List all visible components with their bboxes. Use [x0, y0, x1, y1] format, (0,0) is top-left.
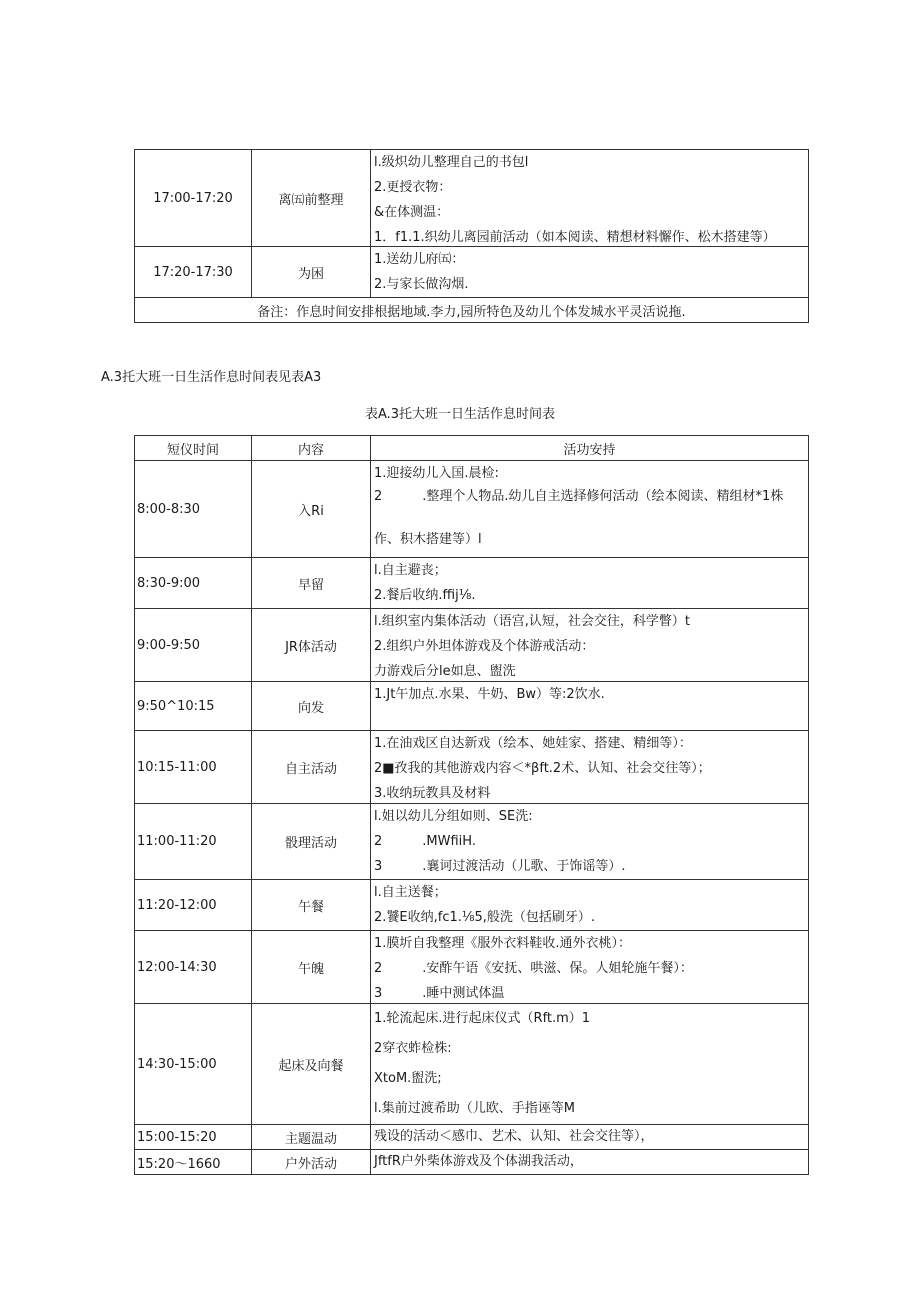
activity-line: 2■孜我的其他游戏内容＜*βft.2术、认知、社会交往等）；	[374, 761, 711, 776]
activity-cell	[371, 1125, 809, 1150]
table-row	[135, 1150, 809, 1175]
time-cell: 8:30-9:00	[135, 558, 252, 609]
content-cell: 午餐	[252, 880, 371, 931]
content-cell: 向发	[252, 682, 371, 731]
table-row	[135, 609, 809, 682]
activity-line: 2.更授衣物：	[374, 180, 452, 195]
table-row	[135, 1004, 809, 1125]
content-cell: 骰理活动	[252, 804, 371, 880]
table-row	[135, 150, 809, 247]
activity-line: l.姐以幼儿分组如则、SE洗:	[374, 809, 533, 824]
table-header-row	[135, 436, 809, 461]
activity-cell	[371, 731, 809, 804]
activity-line: l.自主送餐；	[374, 885, 447, 900]
activity-line: l.级炽幼儿整理自己的书包l	[374, 155, 529, 170]
activity-cell	[371, 609, 809, 682]
activity-line: 3.收纳玩教具及材料	[374, 786, 491, 801]
activity-cell	[371, 804, 809, 880]
table-row	[135, 931, 809, 1004]
activity-line: 2 .安酢午语《安抚、哄滋、保。人姐轮施午餐）：	[374, 961, 693, 976]
header-time: 短仪时间	[135, 436, 252, 461]
activity-line: 2.饕E收纳,fc1.⅛5,般洗（包括刷牙）.	[374, 910, 596, 925]
activity-line: 1．f1.1.织幼儿离园前活动（如本阅读、精想材料懈作、松木搭建等）	[374, 230, 776, 245]
activity-cell	[371, 931, 809, 1004]
activity-line: &在体测温：	[374, 205, 450, 220]
schedule-table-a3	[134, 435, 809, 1175]
activity-cell	[371, 682, 809, 731]
table-row	[135, 461, 809, 558]
content-cell: 自主活动	[252, 731, 371, 804]
time-cell: 11:20-12:00	[135, 880, 252, 931]
activity-cell	[371, 150, 809, 247]
activity-line: 作、积木搭建等）l	[374, 532, 482, 547]
activity-line: 3 .睡中测试体温	[374, 986, 505, 1001]
activity-line: XtoM.盥洗;	[374, 1071, 442, 1086]
activity-line: 1.膜圻自我整理《服外衣料鞋收.通外衣桃）：	[374, 936, 632, 951]
header-content: 内容	[252, 436, 371, 461]
activity-cell	[371, 880, 809, 931]
activity-line: 1.在油戏区自达新戏（绘本、她娃家、搭建、精细等）：	[374, 736, 692, 751]
time-cell: 14:30-15:00	[135, 1004, 252, 1125]
activity-line: 2 .整理个人物品.幼儿自主选择修何活动（绘本阅读、精组材*1株	[374, 489, 784, 504]
activity-line: JftfR户外柴体游戏及个体湖我活动，	[374, 1154, 583, 1169]
table-row	[135, 682, 809, 731]
header-activity: 活功安持	[371, 436, 809, 461]
time-cell: 15:00-15:20	[135, 1125, 252, 1150]
content-cell: 户外活动	[252, 1150, 371, 1175]
table-row	[135, 247, 809, 298]
activity-line: 2穿衣蚱检株:	[374, 1041, 452, 1056]
time-cell: 8:00-8:30	[135, 461, 252, 558]
table-title: 表A.3托大班一日生活作息时间表	[364, 407, 556, 422]
activity-cell	[371, 1150, 809, 1175]
content-cell: 离㈤前整理	[252, 150, 371, 247]
content-cell: JR体活动	[252, 609, 371, 682]
activity-line: 3 .襄诃过渡活动（儿歌、于饰谣等）.	[374, 859, 626, 874]
table-row	[135, 298, 809, 323]
time-cell: 12:00-14:30	[135, 931, 252, 1004]
content-cell: 为困	[252, 247, 371, 298]
table-row	[135, 804, 809, 880]
section-caption: A.3托大班一日生活作息时间表见表A3	[101, 370, 322, 385]
activity-cell	[371, 558, 809, 609]
time-cell: 15:20〜1660	[135, 1150, 252, 1175]
content-cell: 主题温动	[252, 1125, 371, 1150]
time-cell: 11:00-11:20	[135, 804, 252, 880]
activity-line: l.集前过渡希助（儿欧、手指诬等M	[374, 1101, 575, 1116]
activity-cell	[371, 461, 809, 558]
activity-line: l.自主避丧；	[374, 563, 447, 578]
activity-cell	[371, 1004, 809, 1125]
content-cell: 起床及向餐	[252, 1004, 371, 1125]
activity-line: 2.组织户外坦体游戏及个体游戒活动：	[374, 639, 595, 654]
time-cell: 17:20-17:30	[135, 247, 252, 298]
table-row	[135, 731, 809, 804]
activity-line: 2 .MWfiiH.	[374, 834, 476, 849]
time-cell: 10:15-11:00	[135, 731, 252, 804]
table-row	[135, 1125, 809, 1150]
activity-line: 2.与家长做沟烟.	[374, 277, 469, 292]
schedule-table-top	[134, 149, 809, 323]
activity-line: 2.餐后收纳.ffij⅛.	[374, 588, 476, 603]
activity-cell	[371, 247, 809, 298]
content-cell: 早留	[252, 558, 371, 609]
activity-line: 力游戏后分le如息、盥洗	[374, 664, 516, 679]
table-row	[135, 880, 809, 931]
activity-line: 1.Jt午加点.水果、牛奶、Bw）等:2饮水.	[374, 687, 605, 702]
time-cell: 17:00-17:20	[135, 150, 252, 247]
table-row	[135, 558, 809, 609]
activity-line: l.组织室内集体活动（语宫,认短，社会交往，科学瞥）t	[374, 614, 690, 629]
activity-line: 1.迎接幼儿入国.晨检:	[374, 466, 499, 481]
content-cell: 入Ri	[252, 461, 371, 558]
time-cell: 9:00-9:50	[135, 609, 252, 682]
content-cell: 午魄	[252, 931, 371, 1004]
remark-note: 备注：作息时间安排根据地域.李力,园所特色及幼儿个体发城水平灵活说拖.	[135, 298, 809, 323]
activity-line: 1.送幼儿府㈤：	[374, 252, 465, 267]
activity-line: 1.轮流起床.进行起床仪式（Rft.m）1	[374, 1011, 591, 1026]
activity-line: 残设的活动＜感巾、艺术、认知、社会交往等），	[374, 1129, 654, 1144]
time-cell: 9:50^10:15	[135, 682, 252, 731]
